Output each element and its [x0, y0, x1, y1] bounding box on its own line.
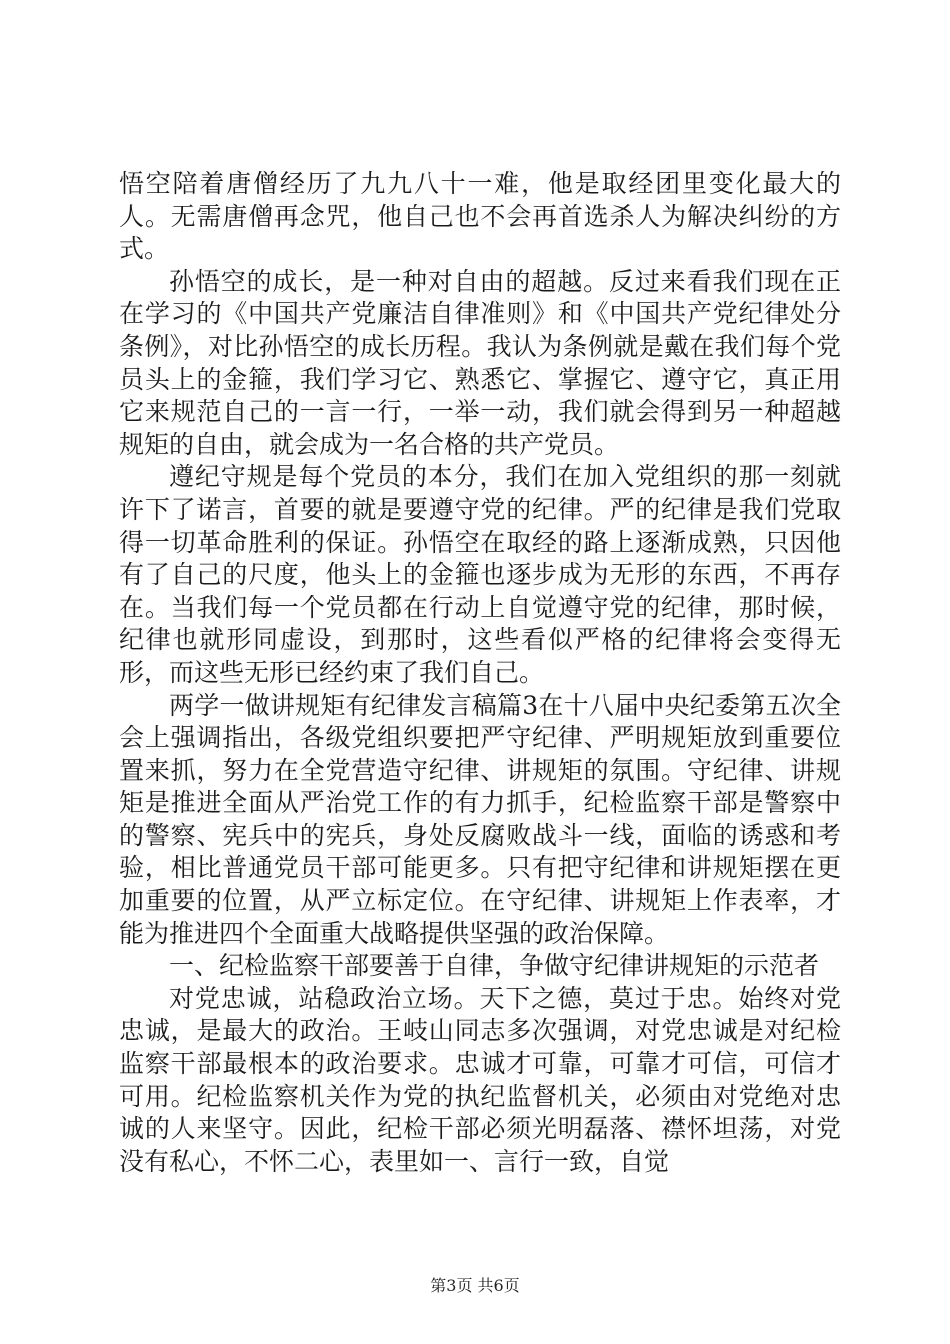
paragraph-3: 遵纪守规是每个党员的本分，我们在加入党组织的那一刻就许下了诺言，首要的就是要遵守党的纪律。严的纪律是我们党取得一切革命胜利的保证。孙悟空在取经的路上逐渐成熟，只因他有了自己的尺度，他头上的金箍也逐步成为无形的东西，不再存在。当我们每一个党员都在行动上自觉遵守党的纪律，那时候，纪律也就形同虚设，到那时，这些看似严格的纪律将会变得无形，而这些无形已经约束了我们自己。 — [119, 462, 841, 687]
document-body — [119, 168, 841, 1178]
paragraph-4: 两学一做讲规矩有纪律发言稿篇3在十八届中央纪委第五次全会上强调指出，各级党组织要把严守纪律、严明规矩放到重要位置来抓，努力在全党营造守纪律、讲规矩的氛围。守纪律、讲规矩是推进全面从严治党工作的有力抓手，纪检监察干部是警察中的警察、宪兵中的宪兵，身处反腐败战斗一线，面临的诱惑和考验，相比普通党员干部可能更多。只有把守纪律和讲规矩摆在更加重要的位置，从严立标定位。在守纪律、讲规矩上作表率，才能为推进四个全面重大战略提供坚强的政治保障。 — [119, 690, 841, 948]
paragraph-5: 对党忠诚，站稳政治立场。天下之德，莫过于忠。始终对党忠诚，是最大的政治。王岐山同志多次强调，对党忠诚是对纪检监察干部最根本的政治要求。忠诚才可靠，可靠才可信，可信才可用。纪检监察机关作为党的执纪监督机关，必须由对党绝对忠诚的人来坚守。因此，纪检干部必须光明磊落、襟怀坦荡，对党没有私心，不怀二心，表里如一、言行一致，自觉 — [119, 983, 841, 1176]
paragraph-1: 悟空陪着唐僧经历了九九八十一难，他是取经团里变化最大的人。无需唐僧再念咒，他自己也不会再首选杀人为解决纠纷的方式。 — [119, 169, 841, 264]
section-heading: 一、纪检监察干部要善于自律，争做守纪律讲规矩的示范者 — [169, 951, 820, 981]
page-footer: 第3页 共6页 — [430, 1276, 520, 1295]
paragraph-2: 孙悟空的成长，是一种对自由的超越。反过来看我们现在正在学习的《中国共产党廉洁自律准则》和《中国共产党纪律处分条例》，对比孙悟空的成长历程。我认为条例就是戴在我们每个党员头上的金箍，我们学习它、熟悉它、掌握它、遵守它，真正用它来规范自己的一言一行，一举一动，我们就会得到另一种超越规矩的自由，就会成为一名合格的共产党员。 — [119, 266, 841, 459]
